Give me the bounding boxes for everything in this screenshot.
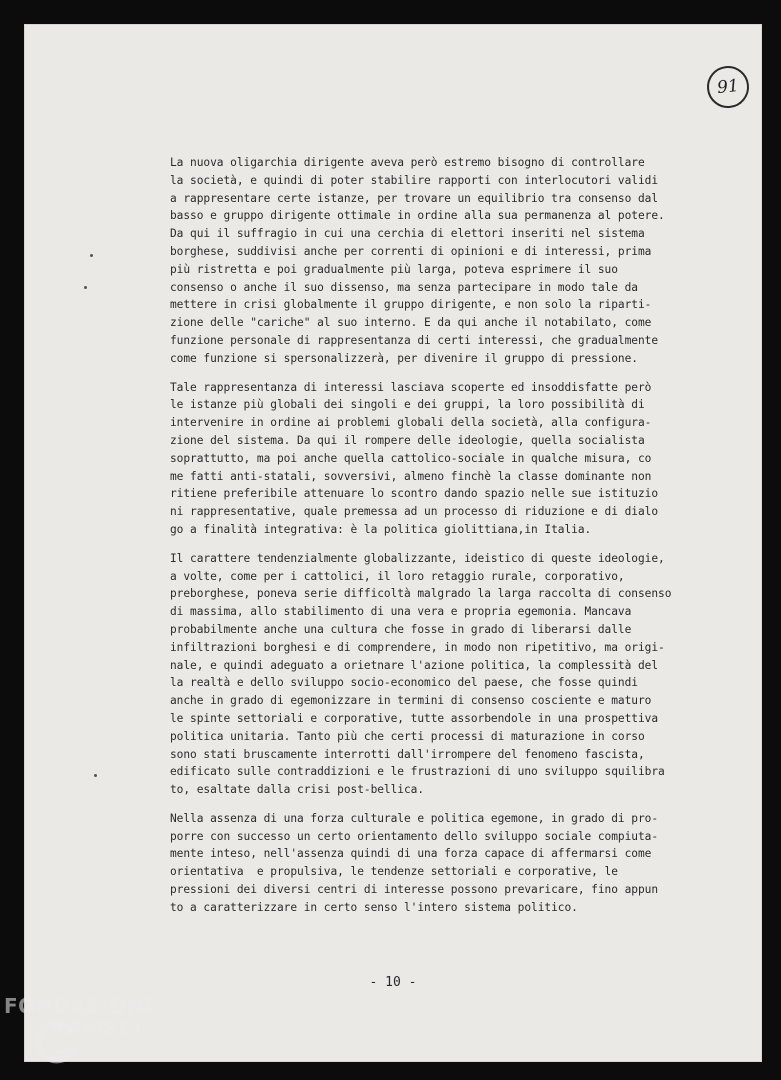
text-line: borghese, suddivisi anche per correnti di opinioni e di interessi, prima bbox=[170, 244, 652, 258]
typewritten-body bbox=[170, 154, 715, 928]
text-line: basso e gruppo dirigente ottimale in ordine alla sua permanenza al potere. bbox=[170, 209, 665, 223]
text-line: Tale rappresentanza di interessi lasciava scoperte ed insoddisfatte però bbox=[170, 380, 652, 394]
text-line: zione delle "cariche" al suo interno. E da qui anche il notabilato, come bbox=[170, 316, 652, 330]
text-line: Il carattere tendenzialmente globalizzante, ideistico di queste ideologie, bbox=[170, 551, 665, 565]
document-page bbox=[24, 24, 762, 1062]
text-line: go a finalità integrativa: è la politica giolittiana,in Italia. bbox=[170, 522, 592, 536]
paper-speck bbox=[90, 254, 93, 257]
text-line: ritiene preferibile attenuare lo scontro dando spazio nelle sue istituzio bbox=[170, 487, 659, 501]
text-line: consenso o anche il suo dissenso, ma senza partecipare in modo tale da bbox=[170, 280, 638, 294]
text-line: soprattutto, ma poi anche quella cattolico-sociale in qualche misura, co bbox=[170, 451, 652, 465]
text-line: mente inteso, nell'assenza quindi di una forza capace di affermarsi come bbox=[170, 847, 652, 861]
text-line: zione del sistema. Da qui il rompere delle ideologie, quella socialista bbox=[170, 433, 645, 447]
text-line: a rappresentare certe istanze, per trovare un equilibrio tra consenso dal bbox=[170, 191, 659, 205]
paragraph bbox=[170, 154, 715, 368]
text-line: di massima, allo stabilimento di una vera e propria egemonia. Mancava bbox=[170, 605, 632, 619]
watermark-line1: FONDAZIONE bbox=[4, 994, 158, 1018]
handwritten-page-number bbox=[705, 64, 751, 110]
text-line: le istanze più globali dei singoli e dei gruppi, la loro possibilità di bbox=[170, 398, 645, 412]
text-line: to, esaltate dalla crisi post-bellica. bbox=[170, 783, 425, 797]
text-line: nale, e quindi adeguato a orietnare l'azione politica, la complessità del bbox=[170, 658, 659, 672]
watermark-line2: RAMSCI bbox=[50, 1016, 144, 1040]
text-line: probabilmente anche una cultura che fosse in grado di liberarsi dalle bbox=[170, 622, 632, 636]
text-line: me fatti anti-statali, sovversivi, almeno finchè la classe dominante non bbox=[170, 469, 652, 483]
text-line: preborghese, poneva serie difficoltà malgrado la larga raccolta di consenso bbox=[170, 587, 672, 601]
page-mark-text: 91 bbox=[716, 75, 740, 99]
text-line: le spinte settoriali e corporative, tutte assorbendole in una prospettiva bbox=[170, 711, 659, 725]
text-line: Da qui il suffragio in cui una cerchia di elettori inseriti nel sistema bbox=[170, 227, 645, 241]
text-line: orientativa e propulsiva, le tendenze settoriali e corporative, le bbox=[170, 865, 618, 879]
paper-speck bbox=[94, 774, 97, 777]
text-line: La nuova oligarchia dirigente aveva però estremo bisogno di controllare bbox=[170, 156, 645, 169]
text-line: anche in grado di egemonizzare in termini di consenso cosciente e maturo bbox=[170, 694, 652, 708]
text-line: edificato sulle contraddizioni e le frustrazioni di uno sviluppo squilibra bbox=[170, 765, 665, 779]
text-line: la realtà e dello sviluppo socio-economico del paese, che fosse quindi bbox=[170, 676, 638, 690]
paragraph bbox=[170, 550, 715, 799]
text-line: Nella assenza di una forza culturale e politica egemone, in grado di pro- bbox=[170, 811, 659, 825]
text-line: infiltrazioni borghesi e di comprendere, in modo non ripetitivo, ma origi- bbox=[170, 640, 665, 654]
page-footer-number: - 10 - bbox=[369, 975, 417, 990]
text-line: pressioni dei diversi centri di interesse possono prevaricare, fino appun bbox=[170, 883, 659, 897]
text-line: mettere in crisi globalmente il gruppo dirigente, e non solo la riparti- bbox=[170, 298, 652, 312]
paragraph bbox=[170, 810, 715, 917]
text-line: funzione personale di rappresentanza di certi interessi, che gradualmente bbox=[170, 333, 659, 347]
text-line: porre con successo un certo orientamento dello sviluppo sociale compiuta- bbox=[170, 829, 659, 843]
paragraph bbox=[170, 379, 715, 539]
text-line: sono stati bruscamente interrotti dall'irrompere del fenomeno fascista, bbox=[170, 747, 645, 761]
text-line: la società, e quindi di poter stabilire rapporti con interlocutori validi bbox=[170, 173, 659, 187]
text-line: politica unitaria. Tanto più che certi processi di maturazione in corso bbox=[170, 729, 645, 743]
text-line: più ristretta e poi gradualmente più larga, poteva esprimere il suo bbox=[170, 262, 618, 276]
archive-watermark bbox=[4, 994, 204, 1074]
text-line: ni rappresentative, quale premessa ad un processo di riduzione e di dialo bbox=[170, 505, 659, 519]
gramsci-g-logo-icon bbox=[34, 1018, 78, 1068]
paper-speck bbox=[84, 286, 87, 289]
watermark-line3: onlus bbox=[156, 1036, 181, 1046]
text-line: to a caratterizzare in certo senso l'intero sistema politico. bbox=[170, 900, 578, 914]
text-line: a volte, come per i cattolici, il loro retaggio rurale, corporativo, bbox=[170, 569, 625, 583]
text-line: intervenire in ordine ai problemi globali della società, alla configura- bbox=[170, 416, 652, 430]
text-line: come funzione si spersonalizzerà, per divenire il gruppo di pressione. bbox=[170, 351, 638, 365]
